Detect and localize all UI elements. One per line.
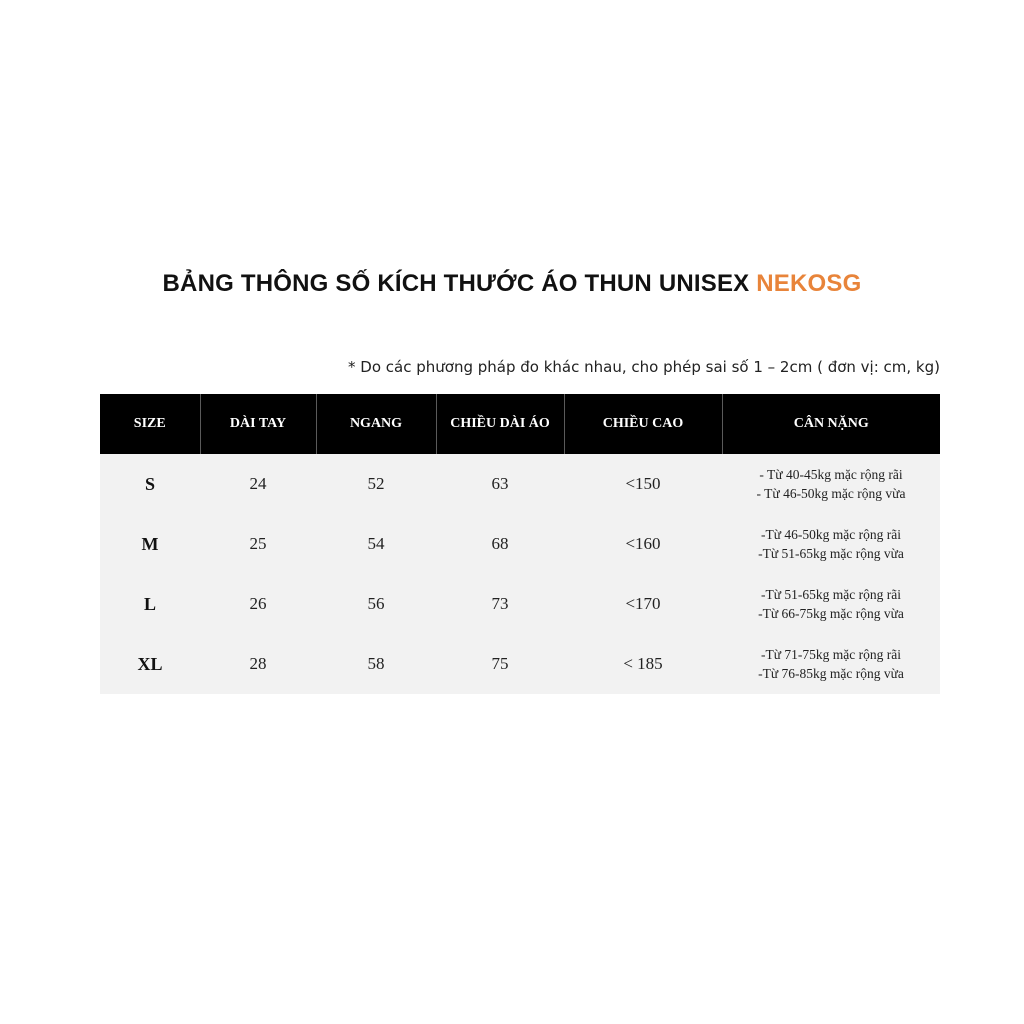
can-nang-cell	[722, 634, 940, 694]
ngang-cell: 52	[316, 454, 436, 514]
weight-line: - Từ 40-45kg mặc rộng rãi	[759, 467, 903, 482]
dai-tay-cell: 24	[200, 454, 316, 514]
size-cell: L	[100, 574, 200, 634]
can-nang-cell	[722, 574, 940, 634]
weight-line: - Từ 46-50kg mặc rộng vừa	[756, 486, 906, 501]
size-cell: XL	[100, 634, 200, 694]
chieu-dai-ao-cell: 73	[436, 574, 564, 634]
table-header-row	[100, 394, 940, 454]
chieu-cao-cell: <160	[564, 514, 722, 574]
weight-line: -Từ 71-75kg mặc rộng rãi	[760, 647, 902, 662]
table-row	[100, 514, 940, 574]
dai-tay-cell: 25	[200, 514, 316, 574]
table-row	[100, 454, 940, 514]
ngang-cell: 58	[316, 634, 436, 694]
chieu-cao-cell: <170	[564, 574, 722, 634]
chieu-dai-ao-cell: 63	[436, 454, 564, 514]
header-ngang: NGANG	[316, 394, 436, 454]
header-dai-tay: DÀI TAY	[200, 394, 316, 454]
header-chieu-dai-ao: CHIỀU DÀI ÁO	[436, 394, 564, 454]
brand-name: NEKOSG	[756, 270, 862, 297]
size-chart-table	[100, 394, 940, 694]
weight-line: -Từ 51-65kg mặc rộng rãi	[760, 587, 902, 602]
weight-line: -Từ 66-75kg mặc rộng vừa	[758, 606, 904, 621]
weight-line: -Từ 51-65kg mặc rộng vừa	[758, 546, 904, 561]
chieu-cao-cell: < 185	[564, 634, 722, 694]
size-cell: S	[100, 454, 200, 514]
header-chieu-cao: CHIỀU CAO	[564, 394, 722, 454]
header-size: SIZE	[100, 394, 200, 454]
chieu-dai-ao-cell: 75	[436, 634, 564, 694]
table-row	[100, 634, 940, 694]
title-main: BẢNG THÔNG SỐ KÍCH THƯỚC ÁO THUN UNISEX	[162, 270, 750, 297]
dai-tay-cell: 26	[200, 574, 316, 634]
page-title	[0, 270, 1024, 298]
ngang-cell: 54	[316, 514, 436, 574]
can-nang-cell	[722, 454, 940, 514]
weight-line: -Từ 46-50kg mặc rộng rãi	[760, 527, 902, 542]
chieu-cao-cell: <150	[564, 454, 722, 514]
header-can-nang: CÂN NẶNG	[722, 394, 940, 454]
ngang-cell: 56	[316, 574, 436, 634]
chieu-dai-ao-cell: 68	[436, 514, 564, 574]
size-cell: M	[100, 514, 200, 574]
measurement-note: * Do các phương pháp đo khác nhau, cho phép sai số 1 – 2cm ( đơn vị: cm, kg)	[348, 358, 940, 376]
table-row	[100, 574, 940, 634]
weight-line: -Từ 76-85kg mặc rộng vừa	[758, 666, 904, 681]
can-nang-cell	[722, 514, 940, 574]
dai-tay-cell: 28	[200, 634, 316, 694]
